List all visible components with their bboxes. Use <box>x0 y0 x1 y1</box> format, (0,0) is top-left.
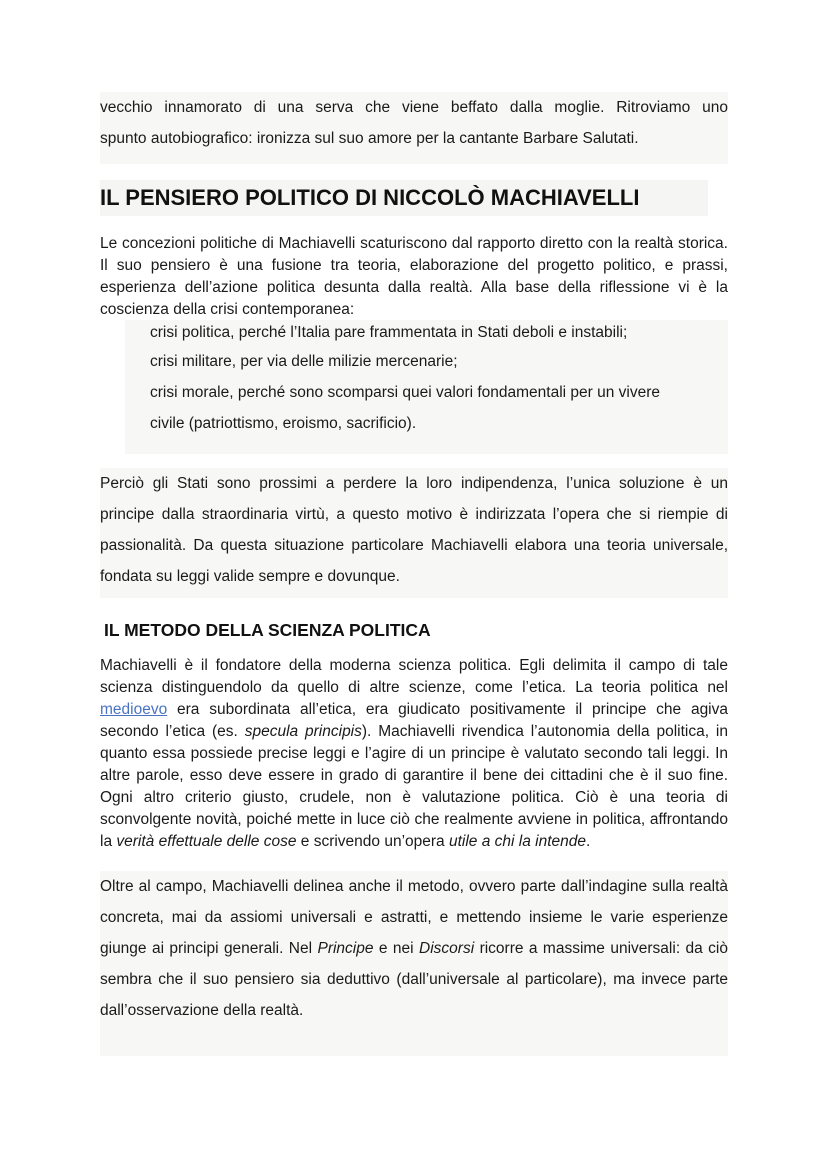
medioevo-link[interactable]: medioevo <box>100 701 168 718</box>
list-item: crisi morale, perché sono scomparsi quei valori fondamentali per un vivere <box>150 384 661 401</box>
list-item: civile (patriottismo, eroismo, sacrificio). <box>150 415 417 432</box>
intro-block <box>100 92 728 164</box>
paragraph-states-independence <box>100 468 728 598</box>
section-heading-method: IL METODO DELLA SCIENZA POLITICA <box>104 620 431 640</box>
intro-line-2: spunto autobiografico: ironizza sul suo amore per la cantante Barbare Salutati. <box>100 130 639 147</box>
list-item: crisi politica, perché l’Italia pare frammentata in Stati deboli e instabili; <box>150 324 628 341</box>
paragraph-political-science <box>100 655 728 853</box>
paragraph-text: Oltre al campo, Machiavelli delinea anche il metodo, ovvero parte dall’indagine sulla realtà concreta, mai da assiomi universali e astratti, e mettendo insieme le varie esperienze giunge ai principi generali. Nel Principe e nei Discorsi ricorre a massime universali: da ciò sembra che il suo pensiero sia deduttivo (dall’universale al particolare), ma invece parte dall’osservazione della realtà. <box>100 878 728 1019</box>
list-item: crisi militare, per via delle milizie mercenarie; <box>150 353 458 370</box>
paragraph-political-conceptions <box>100 233 728 321</box>
paragraph-text: Le concezioni politiche di Machiavelli scaturiscono dal rapporto diretto con la realtà storica. Il suo pensiero è una fusione tra teoria, elaborazione del progetto politico, e prassi, esperienza dell’azione politica desunta dalla realtà. Alla base della riflessione vi è la coscienza della crisi contemporanea: <box>100 235 728 318</box>
paragraph-method <box>100 871 728 1056</box>
crisis-list <box>125 320 728 454</box>
section-heading-political-thought: IL PENSIERO POLITICO DI NICCOLÒ MACHIAVELLI <box>100 180 708 216</box>
paragraph-text: Machiavelli è il fondatore della moderna scienza politica. Egli delimita il campo di tale scienza distinguendolo da quello di altre scienze, come l’etica. La teoria politica nel medioevo era subordinata all’etica, era giudicato positivamente il principe che agiva secondo l’etica (es. specula principis). Machiavelli rivendica l’autonomia della politica, in quanto essa possiede precise leggi e l’agire di un principe è valutato secondo tali leggi. In altre parole, esso deve essere in grado di garantire il bene dei cittadini che è il suo fine. Ogni altro criterio giusto, crudele, non è valutazione politica. Ciò è una teoria di sconvolgente novità, poiché mette in luce ciò che realmente avviene in politica, affrontando la verità effettuale delle cose e scrivendo un’opera utile a chi la intende. <box>100 657 728 850</box>
paragraph-text: Perciò gli Stati sono prossimi a perdere la loro indipendenza, l’unica soluzione è un principe dalla straordinaria virtù, a questo motivo è indirizzata l’opera che si riempie di passionalità. Da questa situazione particolare Machiavelli elabora una teoria universale, fondata su leggi valide sempre e dovunque. <box>100 475 728 585</box>
intro-line-1: vecchio innamorato di una serva che viene beffato dalla moglie. Ritroviamo uno <box>100 99 728 116</box>
